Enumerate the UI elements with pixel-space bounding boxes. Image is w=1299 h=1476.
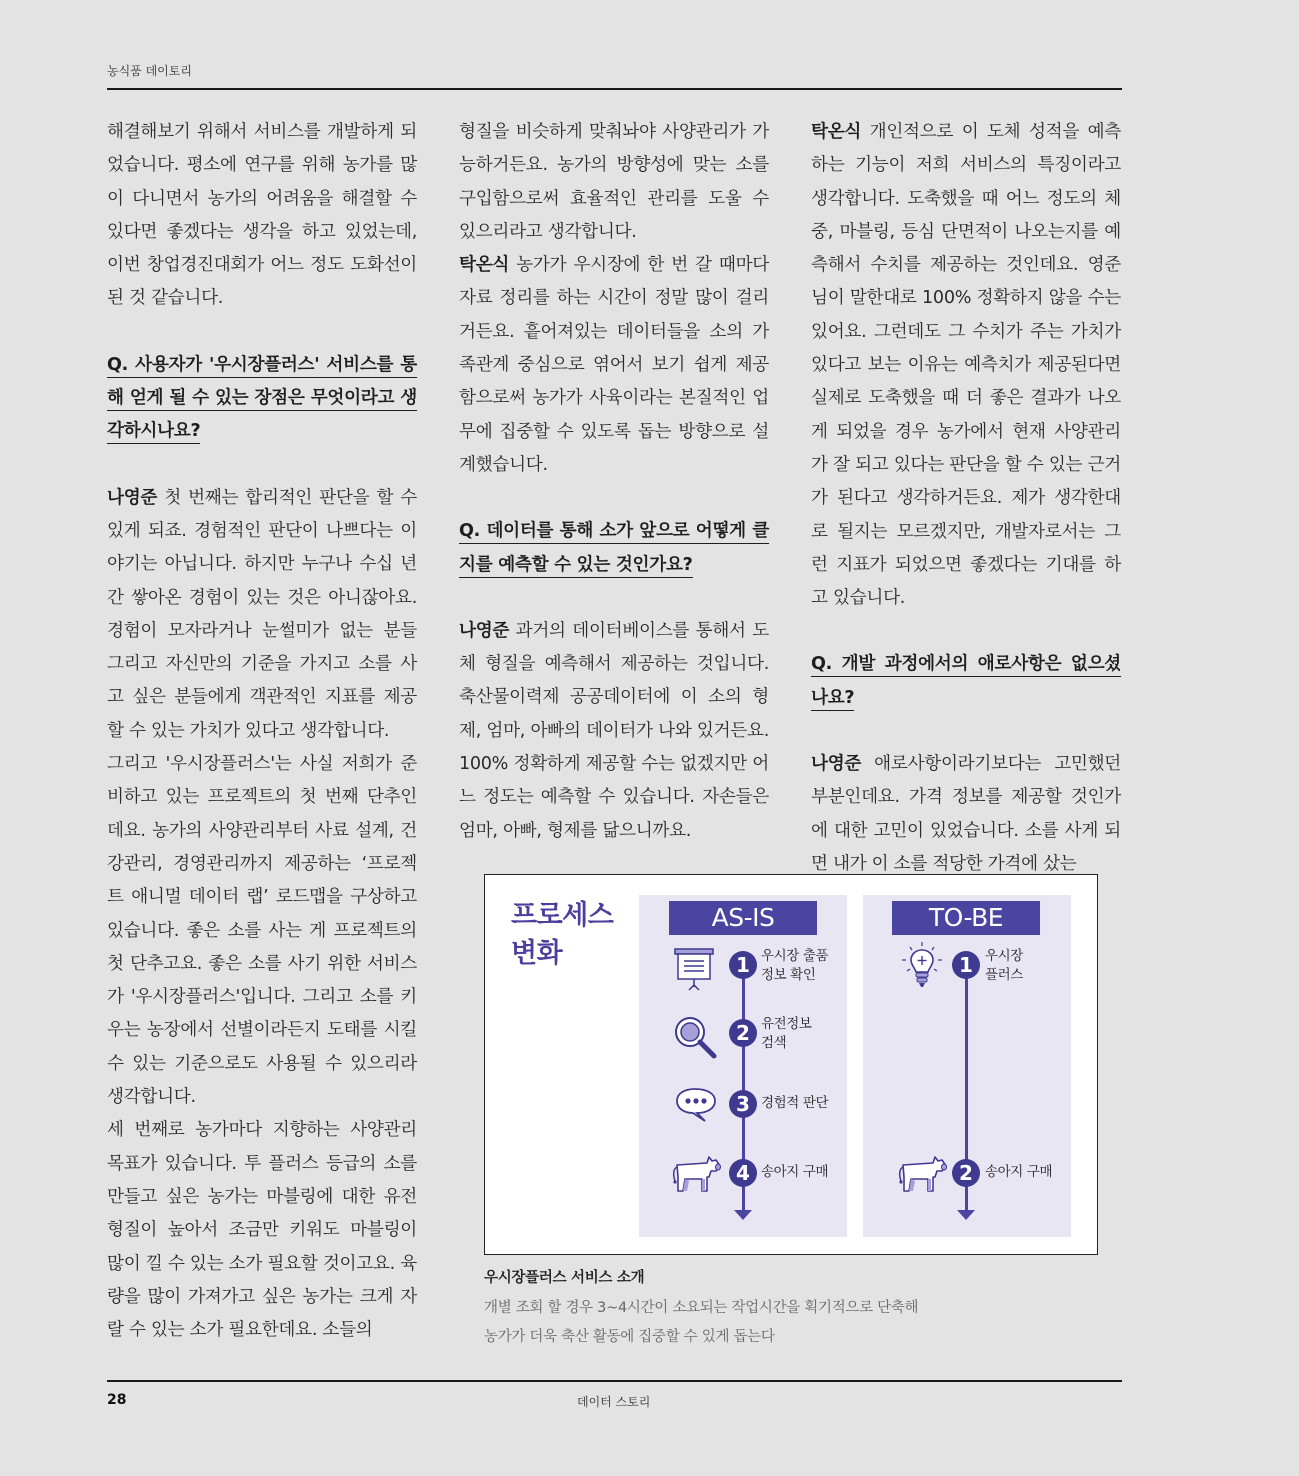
presentation-board-icon: [673, 947, 715, 991]
cow-icon: [895, 1151, 949, 1193]
step-number: 4: [729, 1159, 757, 1187]
article-column-3: [811, 116, 1121, 881]
running-footer: 데이터 스토리: [577, 1395, 651, 1409]
paragraph: 세 번째로 농가마다 지향하는 사양관리 목표가 있습니다. 투 플러스 등급의 소를 만들고 싶은 농가는 마블링에 대한 유전 형질이 높아서 조금만 키워도 마블링이 많이 낄 수 있는 소가 필요할 것이고요. 육량을 많이 가져가고 싶은 농가는 크게 자랄 수 있는 소가 필요한데요. 소들의: [107, 1120, 417, 1341]
step-label: 우시장 플러스: [985, 948, 1023, 983]
magnifier-icon: [673, 1015, 719, 1061]
figure-caption-title: 우시장플러스 서비스 소개: [484, 1270, 645, 1286]
step-label: 경험적 판단: [761, 1095, 829, 1111]
article-column-1: [107, 116, 417, 1347]
step-number: 2: [729, 1019, 757, 1047]
step-label: 송아지 구매: [761, 1164, 829, 1180]
answer-paragraph: 나영준 애로사항이라기보다는 고민했던 부분인데요. 가격 정보를 제공할 것인가에 대한 고민이 있었습니다. 소를 사게 되면 내가 이 소를 적당한 가격에 샀는: [811, 754, 1121, 874]
figure-caption-line: 개별 조회 할 경우 3~4시간이 소요되는 작업시간을 획기적으로 단축해: [484, 1300, 919, 1316]
step-number: 1: [729, 951, 757, 979]
figure-title: 프로세스 변화: [511, 900, 614, 969]
paragraph: 형질을 비슷하게 맞춰놔야 사양관리가 가능하거든요. 농가의 방향성에 맞는 소를 구입함으로써 효율적인 관리를 도울 수 있으리라고 생각합니다.: [459, 122, 769, 242]
page-number: 28: [107, 1392, 127, 1408]
answer-paragraph: 탁온식 농가가 우시장에 한 번 갈 때마다 자료 정리를 하는 시간이 정말 많이 걸리거든요. 흩어져있는 데이터들을 소의 가족관계 중심으로 엮어서 보기 쉽게 제공함으로써 농가가 사육이라는 본질적인 업무에 집중할 수 있도록 돕는 방향으로 설계했습니다.: [459, 255, 769, 475]
running-header: 농식품 데이토리: [107, 64, 192, 78]
speaker-name: 탁온식: [811, 122, 862, 142]
step-label: 송아지 구매: [985, 1164, 1053, 1180]
cow-icon: [669, 1151, 723, 1193]
step-label: 우시장 출품 정보 확인: [761, 948, 829, 983]
speaker-name: 탁온식: [459, 255, 510, 276]
step-number: 2: [952, 1159, 980, 1187]
lightbulb-icon: [899, 941, 945, 989]
step-number: 3: [729, 1090, 757, 1118]
answer-paragraph: 나영준 첫 번째는 합리적인 판단을 할 수 있게 되죠. 경험적인 판단이 나쁘다는 이야기는 아닙니다. 하지만 누구나 수십 년간 쌓아온 경험이 있는 것은 아니잖아요. 경험이 모자라거나 눈썰미가 없는 분들 그리고 자신만의 기준을 가지고 소를 사고 싶은 분들에게 객관적인 지표를 제공할 수 있는 가치가 있다고 생각합니다.: [107, 487, 417, 741]
paragraph: 해결해보기 위해서 서비스를 개발하게 되었습니다. 평소에 연구를 위해 농가를 많이 다니면서 농가의 어려움을 해결할 수 있다면 좋겠다는 생각을 하고 있었는데, 이번 창업경진대회가 어느 정도 도화선이 된 것 같습니다.: [107, 122, 417, 309]
process-change-figure: [484, 874, 1098, 1255]
speaker-name: 나영준: [811, 754, 862, 775]
speech-bubble-icon: [673, 1087, 719, 1123]
answer-paragraph: 탁온식 개인적으로 이 도체 성적을 예측하는 기능이 저희 서비스의 특징이라고 생각합니다. 도축했을 때 어느 정도의 체중, 마블링, 등심 단면적이 나오는지를 예측해서 수치를 제공하는 것인데요. 영준님이 말한대로 100% 정확하지 않을 수는 있어요. 그런데도 그 수치가 주는 가치가 있다고 보는 이유는 예측치가 제공된다면 실제로 도축했을 때 더 좋은 결과가 나오게 되었을 경우 농가에서 현재 사양관리가 잘 되고 있다는 판단을 할 수 있는 근거가 된다고 생각하거든요. 제가 생각한대로 될지는 모르겠지만, 개발자로서는 그런 지표가 되었으면 좋겠다는 기대를 하고 있습니다.: [811, 122, 1121, 609]
to-be-panel: [863, 895, 1071, 1237]
as-is-panel: [639, 895, 847, 1237]
step-label: 유전정보 검색: [761, 1016, 812, 1051]
question-heading: Q. 데이터를 통해 소가 앞으로 어떻게 클지를 예측할 수 있는 것인가요?: [459, 515, 769, 582]
speaker-name: 나영준: [107, 487, 158, 508]
arrow-down-icon: [957, 1210, 975, 1220]
paragraph: 그리고 '우시장플러스'는 사실 저희가 준비하고 있는 프로젝트의 첫 번째 단추인데요. 농가의 사양관리부터 사료 설계, 건강관리, 경영관리까지 제공하는 ‘프로젝트 애니멀 데이터 랩’ 로드맵을 구상하고 있습니다. 좋은 소를 사는 게 프로젝트의 첫 단추고요. 좋은 소를 사기 위한 서비스가 '우시장플러스'입니다. 그리고 소를 키우는 농장에서 선별이라든지 도태를 시킬 수 있는 기준으로도 사용될 수 있으리라 생각합니다.: [107, 754, 417, 1108]
header-rule: [107, 88, 1122, 90]
figure-caption-line: 농가가 더욱 축산 활동에 집중할 수 있게 돕는다: [484, 1329, 775, 1345]
question-heading: Q. 사용자가 '우시장플러스' 서비스를 통해 얻게 될 수 있는 장점은 무엇이라고 생각하시나요?: [107, 349, 417, 449]
article-column-2: [459, 116, 769, 848]
as-is-header: AS-IS: [669, 901, 817, 935]
step-number: 1: [952, 951, 980, 979]
speaker-name: 나영준: [459, 620, 510, 641]
to-be-header: TO-BE: [892, 901, 1040, 935]
arrow-down-icon: [734, 1210, 752, 1220]
question-heading: Q. 개발 과정에서의 애로사항은 없으셨나요?: [811, 648, 1121, 715]
answer-paragraph: 나영준 과거의 데이터베이스를 통해서 도체 형질을 예측해서 제공하는 것입니다. 축산물이력제 공공데이터에 이 소의 형제, 엄마, 아빠의 데이터가 나와 있거든요. 100% 정확하게 제공할 수는 없겠지만 어느 정도는 예측할 수 있습니다. 자손들은 엄마, 아빠, 형제를 닮으니까요.: [459, 620, 769, 841]
footer-rule: [107, 1380, 1122, 1382]
